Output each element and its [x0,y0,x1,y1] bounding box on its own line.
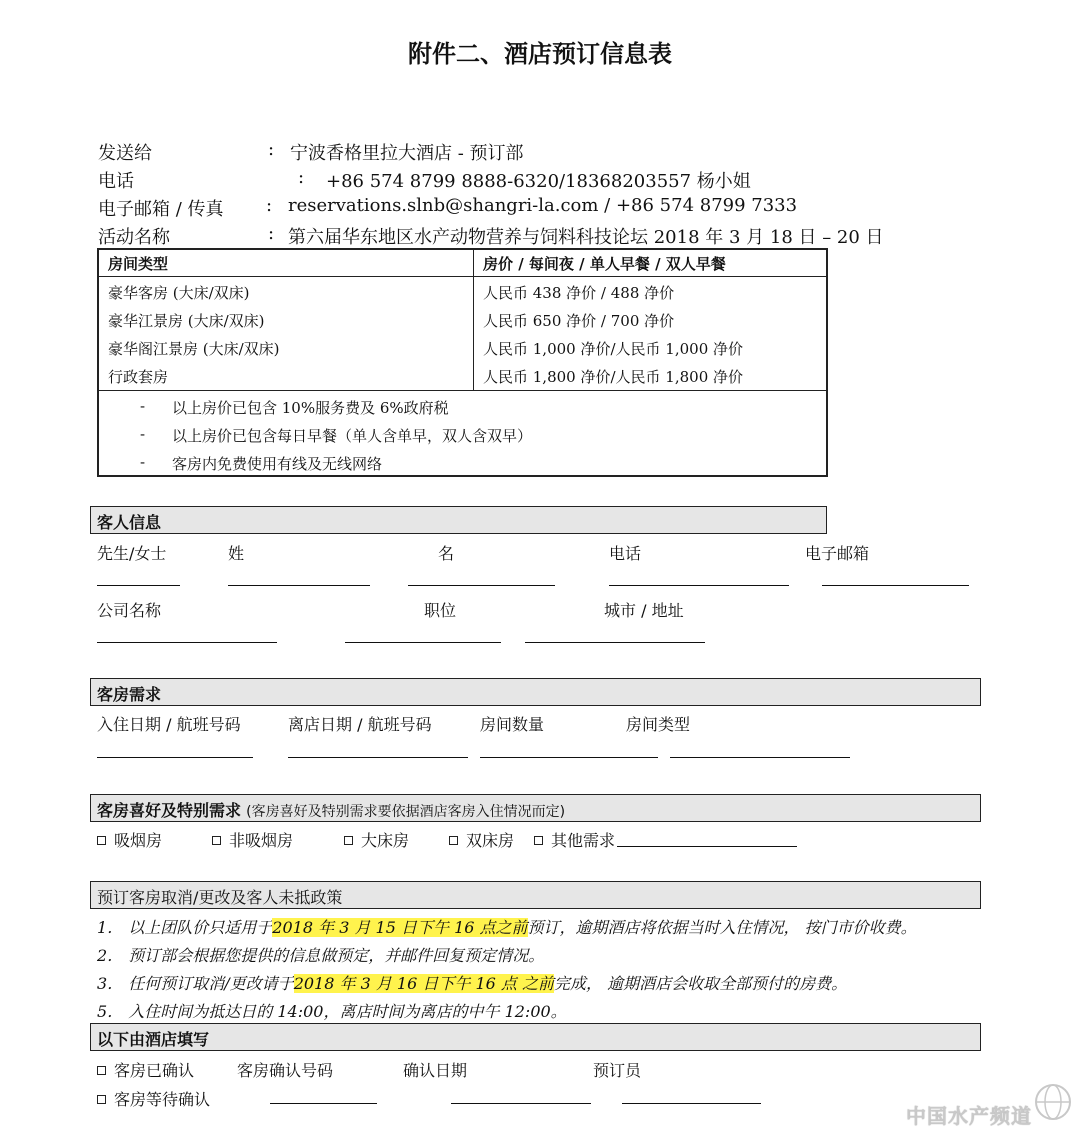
policy-text: 预订部会根据您提供的信息做预定，并邮件回复预定情况。 [128,946,545,965]
checkbox[interactable] [97,836,106,845]
page-title: 附件二、酒店预订信息表 [408,40,672,68]
prefs-note: (客房喜好及特别需求要依据酒店客房入住情况而定) [246,804,566,820]
header-value: 第六届华东地区水产动物营养与饲料科技论坛 2018 年 3 月 18 日 – 20 日 [288,227,884,248]
pref-label: 非吸烟房 [229,831,294,850]
hotel-heading: 以下由酒店填写 [97,1030,210,1049]
checkout-field[interactable] [288,757,468,758]
header-label: 电子邮箱 / 传真 [98,199,224,220]
checkbox[interactable] [344,836,353,845]
guest-company-field[interactable] [97,642,277,643]
guest-given-name-label: 名 [438,544,455,563]
header-phone [98,167,998,191]
watermark: 中国水产频道 [906,1104,1032,1128]
guest-info-heading: 客人信息 [97,513,162,532]
pref-label: 大床房 [361,831,410,850]
rate-price: 人民币 438 净价 / 488 净价 [483,284,675,302]
pref-label: 双床房 [466,831,515,850]
checkbox[interactable] [97,1066,106,1075]
rate-note: 以上房价已包含 10%服务费及 6%政府税 [172,399,449,417]
hotel-pending-label: 客房等待确认 [114,1090,211,1109]
room-req-bar [90,678,981,706]
header-colon: : [268,223,275,244]
reservationist-label: 预订员 [593,1061,642,1080]
policy-text: 任何预订取消/更改请于 [128,974,294,993]
prefs-heading: 客房喜好及特别需求 [97,801,242,820]
guest-phone-label: 电话 [609,544,642,563]
pref-other-field[interactable] [617,846,797,847]
rate-price: 人民币 1,800 净价/人民币 1,800 净价 [483,368,744,386]
pref-smoking[interactable] [97,828,162,851]
guest-phone-field[interactable] [609,585,789,586]
hotel-bar [90,1023,981,1051]
guest-info-bar [90,506,827,534]
guest-surname-label: 姓 [228,544,245,563]
hotel-confirmed[interactable] [97,1058,194,1081]
guest-email-label: 电子邮箱 [805,544,870,563]
rate-room: 豪华江景房 (大床/双床) [108,312,265,330]
policy-num: 5． [97,1002,124,1021]
guest-title-label: 先生/女士 [97,544,167,563]
header-colon: : [268,139,275,160]
rate-table-divider [473,248,474,391]
header-label: 电话 [98,171,134,192]
room-type-label: 房间类型 [626,715,691,734]
rate-room: 豪华阁江景房 (大床/双床) [108,340,280,358]
note-bullet: - [140,453,146,471]
checkbox[interactable] [449,836,458,845]
policy-highlight: 2018 年 3 月 16 日下午 16 点 之前 [293,974,554,993]
confirm-date-label: 确认日期 [403,1061,468,1080]
policy-item [97,943,544,966]
policy-num: 1． [97,918,124,937]
header-value: 宁波香格里拉大酒店 - 预订部 [290,143,524,164]
policy-text: 入住时间为抵达日的 14:00，离店时间为离店的中午 12:00。 [128,1002,567,1021]
guest-title-field[interactable] [97,585,180,586]
room-count-label: 房间数量 [480,715,545,734]
rate-room: 豪华客房 (大床/双床) [108,284,250,302]
confirm-date-field[interactable] [451,1103,591,1104]
rate-note: 以上房价已包含每日早餐（单人含单早，双人含双早） [172,427,533,445]
rate-note: 客房内免费使用有线及无线网络 [172,455,383,473]
rate-col-room-type: 房间类型 [108,255,169,273]
pref-other[interactable] [534,828,615,851]
pref-king-bed[interactable] [344,828,409,851]
header-email-fax [98,195,998,219]
policy-num: 2． [97,946,124,965]
pref-label: 其他需求 [551,831,616,850]
policy-text: 以上团队价只适用于 [128,918,273,937]
header-colon: : [266,195,273,216]
rate-table-notes-rule [97,390,828,391]
room-req-heading: 客房需求 [97,685,162,704]
rate-table-header-rule [97,276,828,277]
header-colon: : [298,167,305,188]
note-bullet: - [140,425,146,443]
rate-price: 人民币 1,000 净价/人民币 1,000 净价 [483,340,744,358]
policy-item [97,971,847,994]
policy-num: 3． [97,974,124,993]
header-value: reservations.slnb@shangri-la.com / +86 574 8799 7333 [288,195,798,216]
policy-item [97,915,917,938]
checkin-label: 入住日期 / 航班号码 [97,715,241,734]
hotel-confirmed-label: 客房已确认 [114,1061,195,1080]
policy-item [97,999,567,1022]
hotel-pending[interactable] [97,1087,210,1110]
guest-position-field[interactable] [345,642,501,643]
guest-email-field[interactable] [822,585,969,586]
room-count-field[interactable] [480,757,658,758]
rate-room: 行政套房 [108,368,169,386]
checkbox[interactable] [97,1095,106,1104]
prefs-heading-row [97,798,565,821]
note-bullet: - [140,397,146,415]
policy-text: 完成， 逾期酒店会收取全部预付的房费。 [554,974,848,993]
policy-text: 预订，逾期酒店将依据当时入住情况， 按门市价收费。 [527,918,917,937]
header-send-to [98,139,998,163]
checkbox[interactable] [534,836,543,845]
header-label: 活动名称 [98,227,170,248]
pref-label: 吸烟房 [114,831,163,850]
guest-city-field[interactable] [525,642,705,643]
rate-col-price: 房价 / 每间夜 / 单人早餐 / 双人早餐 [483,255,726,273]
checkbox[interactable] [212,836,221,845]
guest-company-label: 公司名称 [97,601,162,620]
confirm-number-label: 客房确认号码 [237,1061,334,1080]
room-type-field[interactable] [670,757,850,758]
header-value: +86 574 8799 8888-6320/18368203557 杨小姐 [326,171,751,192]
header-event [98,223,998,247]
pref-non-smoking[interactable] [212,828,293,851]
guest-given-name-field[interactable] [408,585,555,586]
checkin-field[interactable] [97,757,253,758]
checkout-label: 离店日期 / 航班号码 [288,715,432,734]
guest-city-label: 城市 / 地址 [604,601,684,620]
guest-surname-field[interactable] [228,585,370,586]
policy-highlight: 2018 年 3 月 15 日下午 16 点之前 [272,918,528,937]
policy-heading: 预订客房取消/更改及客人未抵政策 [97,888,343,907]
header-label: 发送给 [98,143,152,164]
reservationist-field[interactable] [622,1103,761,1104]
confirm-number-field[interactable] [270,1103,377,1104]
globe-icon [1033,1082,1073,1122]
guest-position-label: 职位 [424,601,457,620]
pref-twin-bed[interactable] [449,828,514,851]
rate-price: 人民币 650 净价 / 700 净价 [483,312,675,330]
